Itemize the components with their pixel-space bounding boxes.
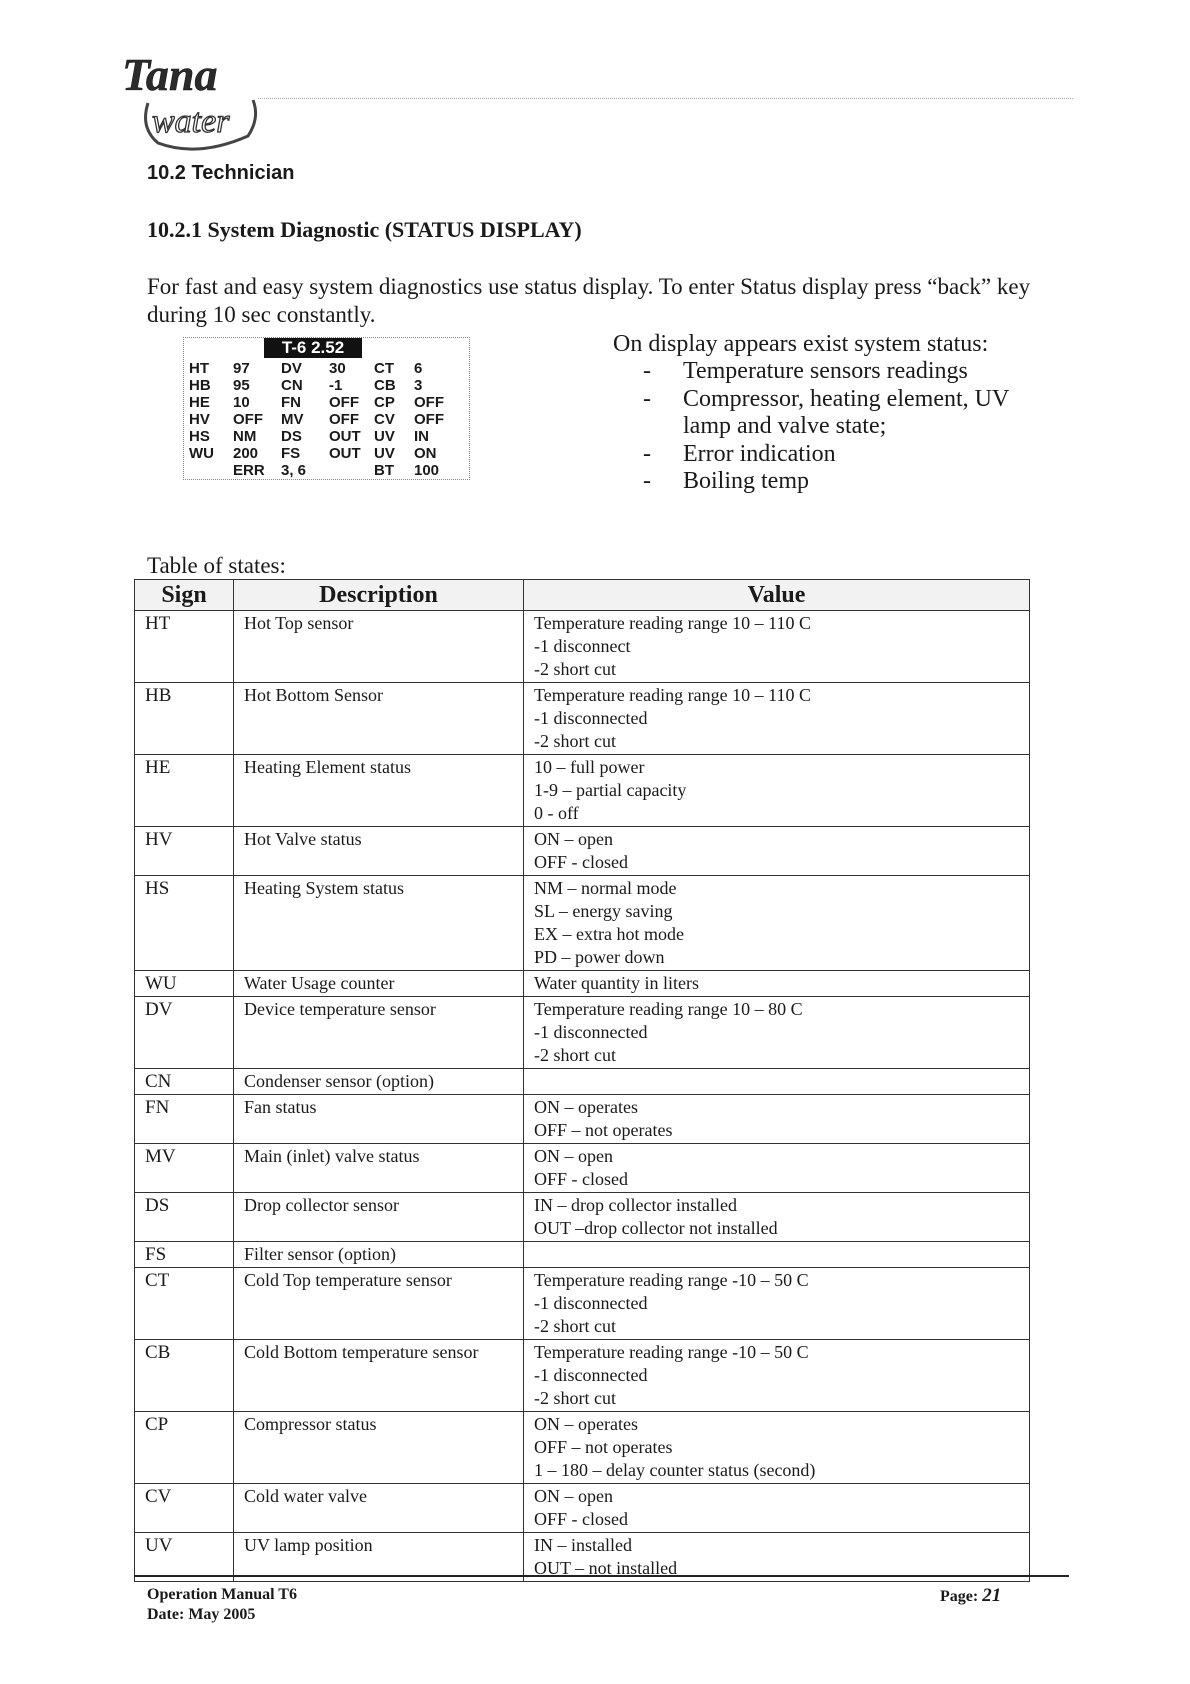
value-line: 1 – 180 – delay counter status (second) — [534, 1460, 816, 1480]
lcd-cell: OFF — [414, 411, 444, 428]
cell-sign: MV — [135, 1144, 234, 1193]
cell-sign: DV — [135, 997, 234, 1069]
lcd-cell: NM — [233, 428, 257, 445]
lcd-cell: CP — [374, 394, 395, 411]
value-line: Temperature reading range -10 – 50 C — [534, 1270, 809, 1290]
lcd-cell: ON — [414, 445, 437, 462]
value-line: OUT –drop collector not installed — [534, 1218, 778, 1238]
value-line: OFF - closed — [534, 852, 628, 872]
cell-sign: HT — [135, 611, 234, 683]
cell-value — [524, 611, 1030, 683]
table-row — [135, 755, 1030, 827]
cell-description: Cold Top temperature sensor — [234, 1268, 524, 1340]
cell-value — [524, 997, 1030, 1069]
value-line: Temperature reading range 10 – 80 C — [534, 999, 803, 1019]
lcd-cell: CN — [281, 377, 303, 394]
lcd-cell: CT — [374, 360, 394, 377]
value-line: NM – normal mode — [534, 878, 677, 898]
cell-value — [524, 827, 1030, 876]
value-line: OFF - closed — [534, 1509, 628, 1529]
status-list-item: - Error indication — [643, 441, 1043, 469]
status-list-item: - Boiling temp — [643, 468, 1043, 496]
header-divider — [258, 98, 1073, 99]
header-sign: Sign — [135, 580, 234, 611]
cell-sign: CT — [135, 1268, 234, 1340]
cell-sign: HS — [135, 876, 234, 971]
value-line: ON – operates — [534, 1097, 638, 1117]
footer-page-label: Page: — [940, 1588, 979, 1605]
logo-graphic — [118, 48, 278, 158]
value-line: -1 disconnected — [534, 708, 648, 728]
lcd-cell: 6 — [414, 360, 423, 377]
cell-sign: HB — [135, 683, 234, 755]
intro-paragraph: For fast and easy system diagnostics use status display. To enter Status display press “back” key during 10 sec constantly. — [147, 274, 1031, 327]
value-line: Water quantity in liters — [534, 973, 700, 993]
footer-info — [147, 1585, 297, 1625]
cell-sign: CN — [135, 1069, 234, 1095]
value-line: EX – extra hot mode — [534, 924, 684, 944]
lcd-cell: FS — [281, 445, 301, 462]
value-line: ON – open — [534, 829, 613, 849]
cell-sign: UV — [135, 1533, 234, 1582]
value-line: Temperature reading range -10 – 50 C — [534, 1342, 809, 1362]
table-row — [135, 611, 1030, 683]
value-line: OUT – not installed — [534, 1558, 678, 1578]
cell-description: Hot Valve status — [234, 827, 524, 876]
value-line: ON – operates — [534, 1414, 638, 1434]
value-line: OFF - closed — [534, 1169, 628, 1189]
status-display-screenshot — [183, 337, 470, 480]
cell-value — [524, 683, 1030, 755]
cell-sign: FN — [135, 1095, 234, 1144]
value-line: -1 disconnected — [534, 1022, 648, 1042]
lcd-cell: FN — [281, 394, 301, 411]
table-row — [135, 1193, 1030, 1242]
cell-description: Cold water valve — [234, 1484, 524, 1533]
states-table-body — [135, 611, 1030, 1582]
cell-sign: WU — [135, 971, 234, 997]
footer-page-number: 21 — [982, 1585, 1002, 1606]
table-row — [135, 1144, 1030, 1193]
cell-description: Cold Bottom temperature sensor — [234, 1340, 524, 1412]
value-line: -2 short cut — [534, 731, 616, 751]
lcd-cell: OFF — [233, 411, 263, 428]
header-value: Value — [524, 580, 1030, 611]
cell-sign: HE — [135, 755, 234, 827]
cell-sign: CB — [135, 1340, 234, 1412]
cell-sign: CV — [135, 1484, 234, 1533]
table-row — [135, 1412, 1030, 1484]
lcd-cell: BT — [374, 462, 394, 479]
value-line: OFF – not operates — [534, 1120, 673, 1140]
cell-sign: HV — [135, 827, 234, 876]
value-line: -1 disconnected — [534, 1365, 648, 1385]
value-line: -2 short cut — [534, 1316, 616, 1336]
cell-value — [524, 1340, 1030, 1412]
table-header-row — [135, 580, 1030, 611]
lcd-cell: -1 — [329, 377, 343, 394]
cell-description: Drop collector sensor — [234, 1193, 524, 1242]
table-row — [135, 971, 1030, 997]
lcd-cell: 100 — [414, 462, 440, 479]
value-line: ON – open — [534, 1146, 613, 1166]
lcd-cell: 30 — [329, 360, 346, 377]
lcd-cell: MV — [281, 411, 304, 428]
value-line: IN – drop collector installed — [534, 1195, 737, 1215]
cell-description: UV lamp position — [234, 1533, 524, 1582]
lcd-cell: OUT — [329, 445, 361, 462]
lcd-cell: HV — [189, 411, 210, 428]
value-line: -2 short cut — [534, 1388, 616, 1408]
cell-description: Compressor status — [234, 1412, 524, 1484]
logo-text-tana: Tana — [122, 49, 218, 100]
table-row — [135, 876, 1030, 971]
status-list-item: - Compressor, heating element, UV lamp and valve state; — [643, 386, 1043, 441]
lcd-cell: IN — [414, 428, 429, 445]
footer-divider — [134, 1575, 1069, 1577]
lcd-cell: OFF — [329, 411, 359, 428]
cell-sign: DS — [135, 1193, 234, 1242]
cell-value — [524, 1268, 1030, 1340]
status-list-item: - Temperature sensors readings — [643, 358, 1043, 386]
cell-description: Water Usage counter — [234, 971, 524, 997]
value-line: -2 short cut — [534, 1045, 616, 1065]
cell-value — [524, 1484, 1030, 1533]
lcd-cell: HT — [189, 360, 209, 377]
cell-value — [524, 1242, 1030, 1268]
lcd-cell: DS — [281, 428, 302, 445]
cell-value — [524, 1144, 1030, 1193]
table-row — [135, 997, 1030, 1069]
value-line: PD – power down — [534, 947, 665, 967]
lcd-cell: OFF — [414, 394, 444, 411]
table-row — [135, 1268, 1030, 1340]
cell-description: Heating Element status — [234, 755, 524, 827]
value-line: 1-9 – partial capacity — [534, 780, 687, 800]
value-line: SL – energy saving — [534, 901, 673, 921]
cell-description: Main (inlet) valve status — [234, 1144, 524, 1193]
value-line: 10 – full power — [534, 757, 645, 777]
cell-value — [524, 1095, 1030, 1144]
table-row — [135, 1069, 1030, 1095]
tana-water-logo — [118, 48, 278, 158]
value-line: -2 short cut — [534, 659, 616, 679]
subsection-title: 10.2.1 System Diagnostic (STATUS DISPLAY) — [147, 217, 582, 242]
lcd-cell: ERR — [233, 462, 265, 479]
value-line: Temperature reading range 10 – 110 C — [534, 685, 811, 705]
lcd-cell: 95 — [233, 377, 250, 394]
lcd-cell: WU — [189, 445, 214, 462]
header-description: Description — [234, 580, 524, 611]
status-intro: On display appears exist system status: — [613, 331, 989, 357]
footer-page — [940, 1585, 1001, 1607]
lcd-cell: OFF — [329, 394, 359, 411]
cell-description: Hot Top sensor — [234, 611, 524, 683]
lcd-cell: CV — [374, 411, 395, 428]
lcd-header: T-6 2.52 — [264, 338, 362, 358]
cell-description: Device temperature sensor — [234, 997, 524, 1069]
cell-description: Filter sensor (option) — [234, 1242, 524, 1268]
logo-text-water: water — [152, 103, 230, 140]
table-row — [135, 683, 1030, 755]
lcd-cell: DV — [281, 360, 302, 377]
cell-sign: FS — [135, 1242, 234, 1268]
table-row — [135, 827, 1030, 876]
value-line: ON – open — [534, 1486, 613, 1506]
status-list — [643, 358, 1043, 496]
cell-description: Heating System status — [234, 876, 524, 971]
value-line: OFF – not operates — [534, 1437, 673, 1457]
lcd-cell: HB — [189, 377, 211, 394]
cell-value — [524, 1412, 1030, 1484]
section-title: 10.2 Technician — [147, 162, 295, 184]
cell-value — [524, 1193, 1030, 1242]
states-table — [134, 579, 1030, 1582]
value-line: -1 disconnect — [534, 636, 631, 656]
lcd-cell: UV — [374, 445, 395, 462]
cell-sign: CP — [135, 1412, 234, 1484]
table-row — [135, 1340, 1030, 1412]
cell-description: Hot Bottom Sensor — [234, 683, 524, 755]
cell-value — [524, 755, 1030, 827]
footer-date: Date: May 2005 — [147, 1606, 256, 1623]
lcd-cell: 10 — [233, 394, 250, 411]
table-row — [135, 1095, 1030, 1144]
table-row — [135, 1242, 1030, 1268]
lcd-cell: 3 — [414, 377, 423, 394]
value-line: IN – installed — [534, 1535, 632, 1555]
lcd-cell: HE — [189, 394, 210, 411]
value-line: Temperature reading range 10 – 110 C — [534, 613, 811, 633]
lcd-cell: 200 — [233, 445, 259, 462]
cell-description: Fan status — [234, 1095, 524, 1144]
lcd-cell: UV — [374, 428, 395, 445]
table-row — [135, 1484, 1030, 1533]
cell-value — [524, 1069, 1030, 1095]
footer-manual: Operation Manual T6 — [147, 1586, 297, 1603]
value-line: 0 - off — [534, 803, 579, 823]
lcd-cell: 3, 6 — [281, 462, 307, 479]
lcd-cell: CB — [374, 377, 396, 394]
cell-value — [524, 971, 1030, 997]
lcd-cell: OUT — [329, 428, 361, 445]
table-caption: Table of states: — [147, 553, 286, 578]
lcd-cell: 97 — [233, 360, 250, 377]
lcd-cell: HS — [189, 428, 210, 445]
cell-description: Condenser sensor (option) — [234, 1069, 524, 1095]
cell-value — [524, 876, 1030, 971]
value-line: -1 disconnected — [534, 1293, 648, 1313]
